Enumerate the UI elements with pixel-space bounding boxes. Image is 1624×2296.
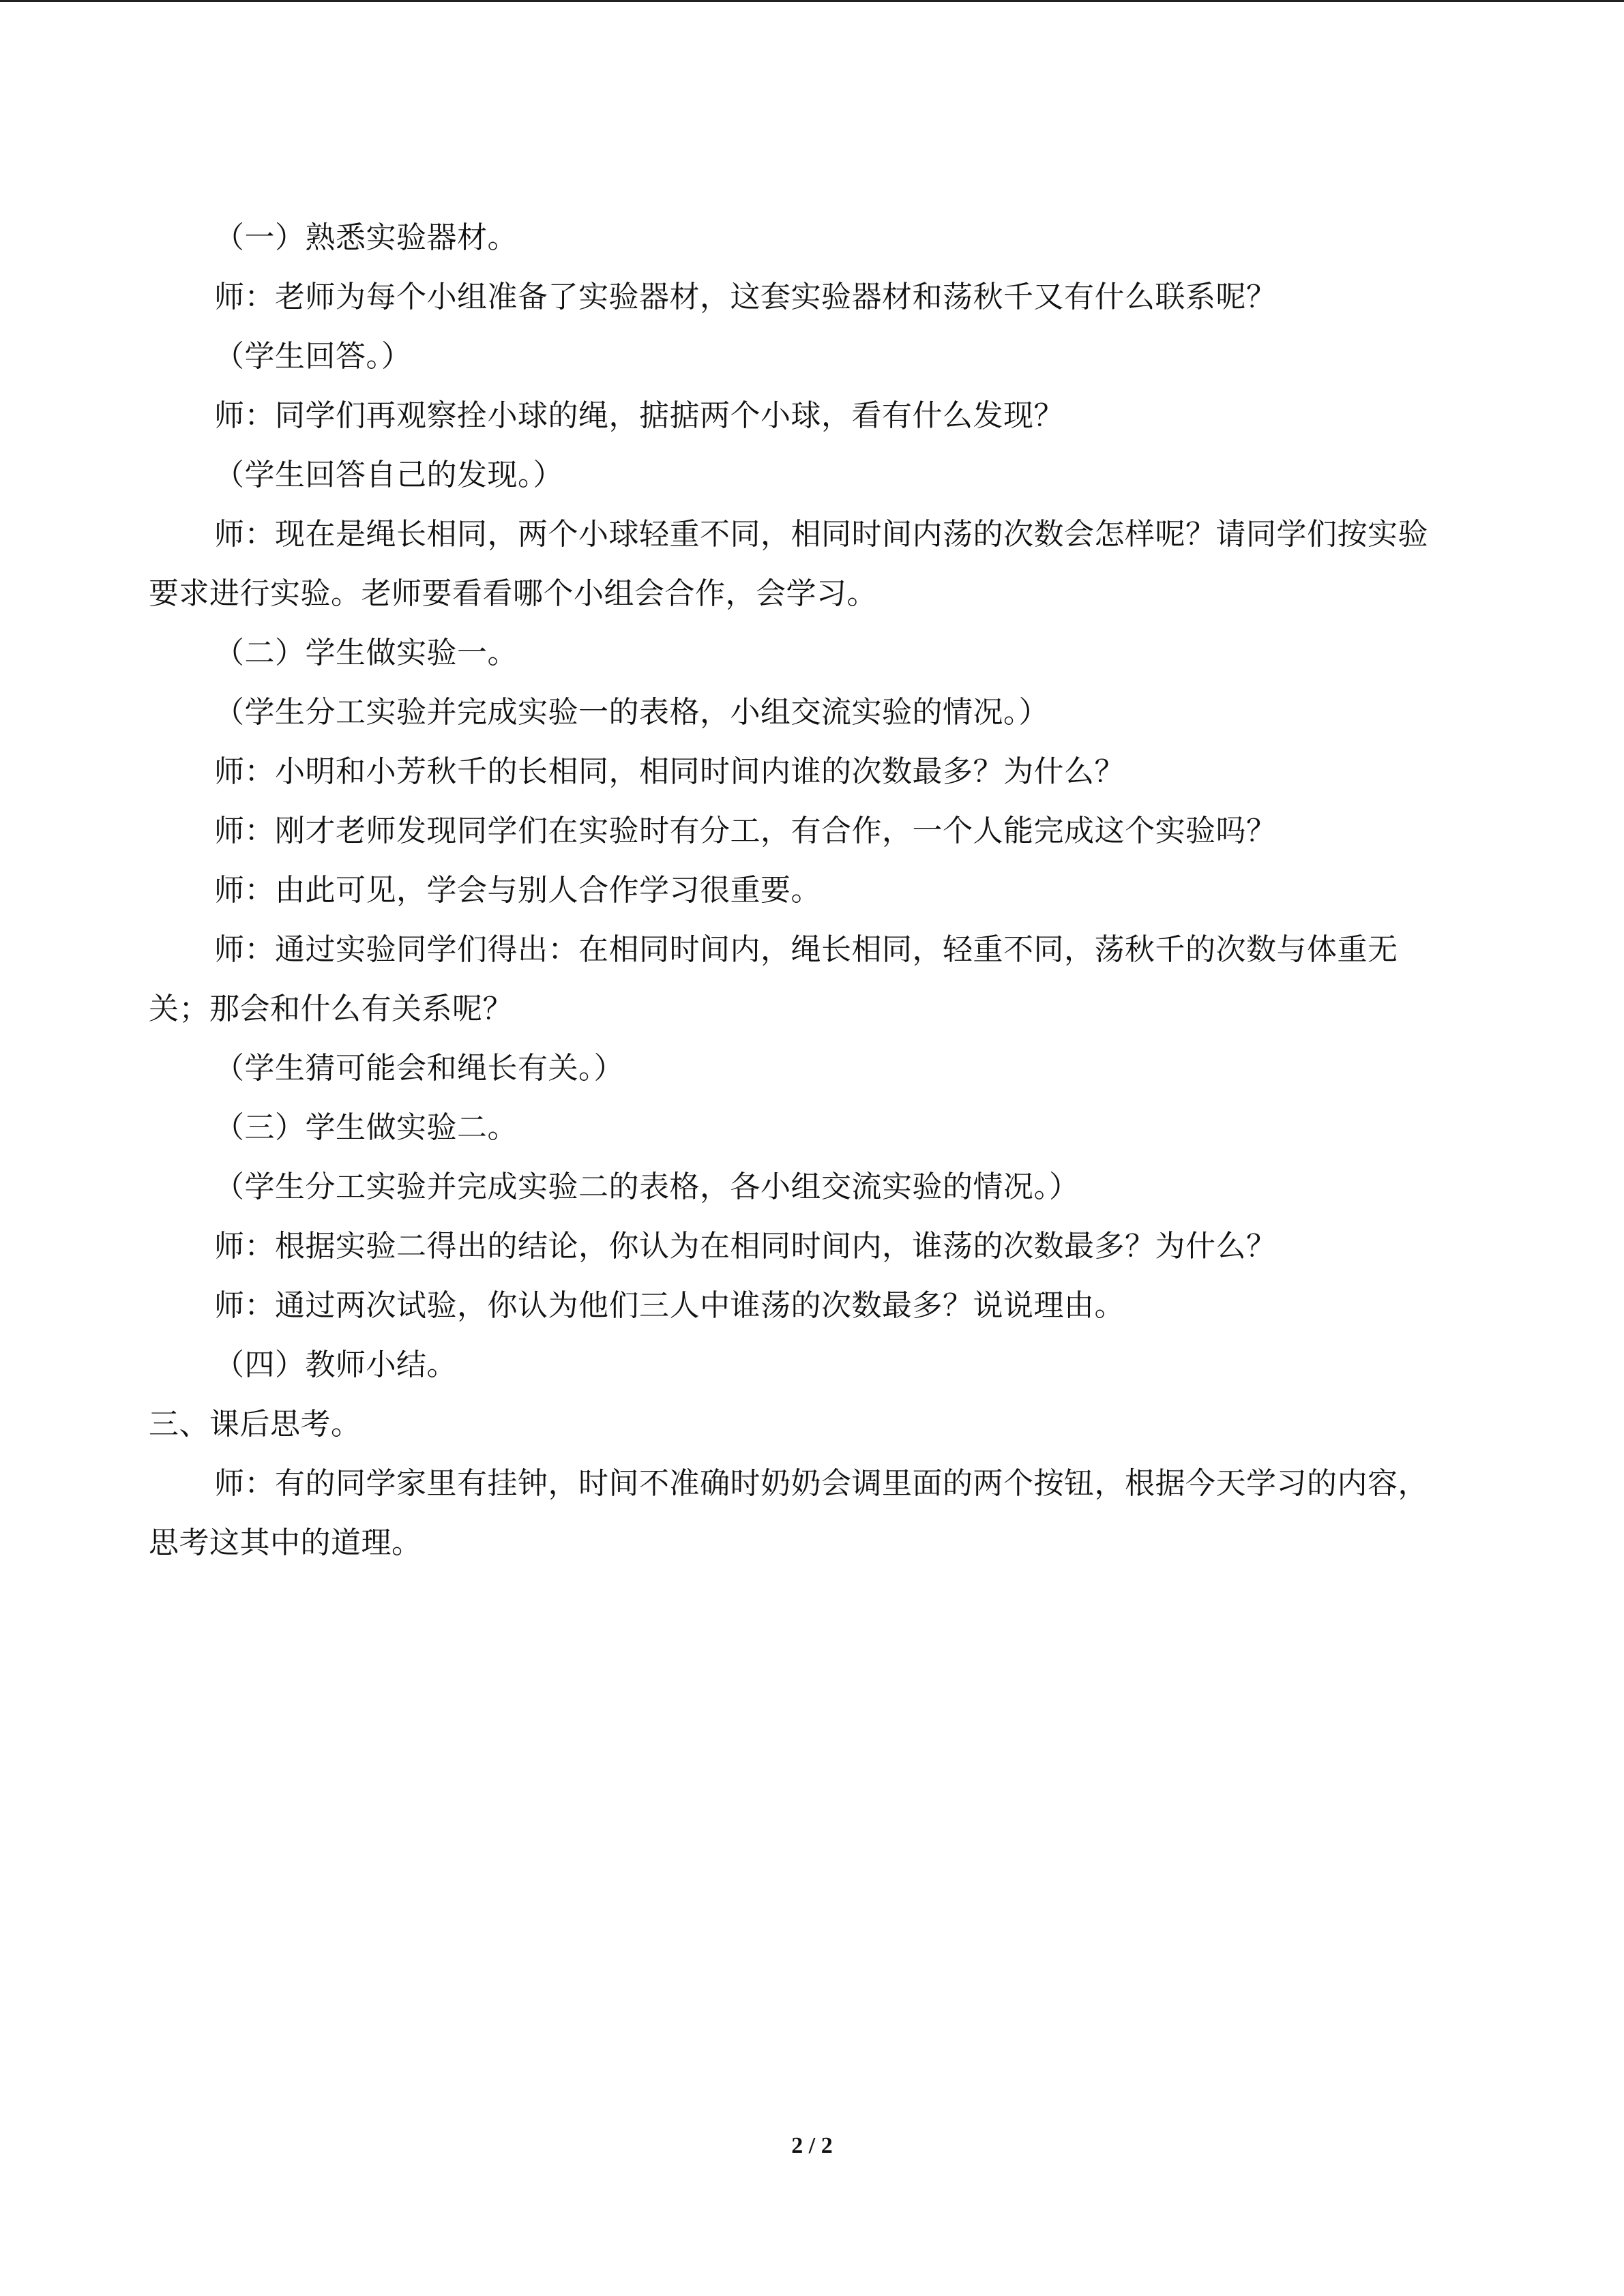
paragraph: 师：根据实验二得出的结论，你认为在相同时间内，谁荡的次数最多？为什么？: [214, 1229, 1277, 1264]
paragraph: 师：由此可见，学会与别人合作学习很重要。: [214, 873, 821, 908]
paragraph: 师：刚才老师发现同学们在实验时有分工，有合作，一个人能完成这个实验吗？: [214, 814, 1277, 848]
paragraph: （二）学生做实验一。: [214, 636, 518, 670]
paragraph: （三）学生做实验二。: [214, 1110, 518, 1145]
document-body: [149, 208, 1458, 1572]
paragraph: 师：现在是绳长相同，两个小球轻重不同，相同时间内荡的次数会怎样呢？请同学们按实验要求进行实验。老师要看看哪个小组会合作，会学习。: [149, 517, 1428, 611]
page-number: 2 / 2: [791, 2133, 833, 2158]
paragraph: （四）教师小结。: [214, 1347, 457, 1382]
paragraph: （学生猜可能会和绳长有关。）: [214, 1051, 624, 1086]
paragraph: 师：通过两次试验，你认为他们三人中谁荡的次数最多？说说理由。: [214, 1288, 1125, 1323]
paragraph: （学生分工实验并完成实验一的表格，小组交流实验的情况。）: [214, 695, 1049, 730]
paragraph: 师：通过实验同学们得出：在相同时间内，绳长相同，轻重不同，荡秋千的次数与体重无关；那会和什么有关系呢？: [149, 932, 1398, 1026]
paragraph: 师：有的同学家里有挂钟，时间不准确时奶奶会调里面的两个按钮，根据今天学习的内容，思考这其中的道理。: [149, 1466, 1428, 1560]
section-heading: 三、课后思考。: [149, 1407, 361, 1442]
paragraph: （学生回答。）: [214, 339, 412, 374]
paragraph: （学生回答自己的发现。）: [214, 458, 563, 492]
paragraph: （一）熟悉实验器材。: [214, 220, 518, 255]
paragraph: 师：同学们再观察拴小球的绳，掂掂两个小球，看有什么发现？: [214, 398, 1064, 433]
top-border: [0, 0, 1624, 2]
paragraph: 师：小明和小芳秋千的长相同，相同时间内谁的次数最多？为什么？: [214, 754, 1125, 789]
paragraph: （学生分工实验并完成实验二的表格，各小组交流实验的情况。）: [214, 1169, 1080, 1204]
paragraph: 师：老师为每个小组准备了实验器材，这套实验器材和荡秋千又有什么联系呢？: [214, 280, 1277, 314]
